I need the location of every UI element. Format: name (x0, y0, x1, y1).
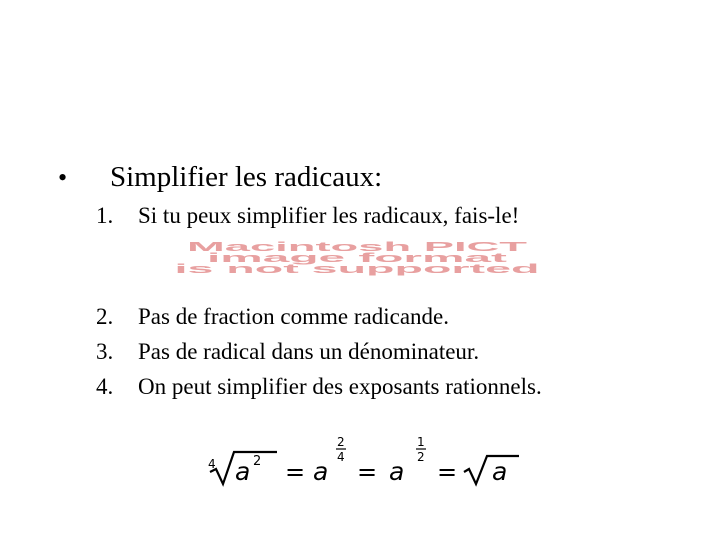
list-item-1 (96, 200, 519, 232)
list-item-number: 1. (96, 203, 114, 228)
frac-denominator-2: 2 (417, 450, 425, 464)
placeholder-line-2: image format (207, 250, 510, 265)
placeholder-line-3: is not supported (174, 261, 540, 276)
list-item-number: 3. (96, 339, 114, 364)
list-item-number: 4. (96, 374, 114, 399)
unsupported-image-placeholder (172, 240, 542, 276)
placeholder-line-1: Macintosh PICT (187, 240, 528, 254)
list-item-number: 2. (96, 304, 114, 329)
equals-sign-1: = (285, 458, 306, 486)
list-item-text: Pas de fraction comme radicande. (138, 304, 450, 329)
radicand-exponent: 2 (253, 454, 262, 469)
frac-numerator-1: 2 (337, 435, 345, 449)
radicand-base: a (235, 457, 251, 486)
list-item-2 (96, 301, 449, 333)
equals-sign-3: = (437, 458, 458, 486)
equals-sign-2: = (357, 458, 378, 486)
frac-denominator-1: 4 (337, 450, 345, 464)
list-item-4 (96, 371, 542, 403)
square-root-radicand: a (492, 457, 508, 486)
list-item-3 (96, 336, 479, 368)
bullet-symbol: • (58, 163, 68, 192)
list-item-text: Si tu peux simplifier les radicaux, fais-le! (138, 203, 520, 228)
power-base-1: a (313, 457, 329, 486)
exponent-formula (205, 432, 525, 492)
frac-numerator-2: 1 (417, 435, 425, 449)
main-bullet (58, 157, 382, 198)
list-item-text: On peut simplifier des exposants rationnels. (138, 374, 542, 399)
root-index: 4 (208, 457, 216, 471)
bullet-heading: Simplifier les radicaux: (110, 161, 383, 193)
power-base-2: a (389, 457, 405, 486)
list-item-text: Pas de radical dans un dénominateur. (138, 339, 480, 364)
